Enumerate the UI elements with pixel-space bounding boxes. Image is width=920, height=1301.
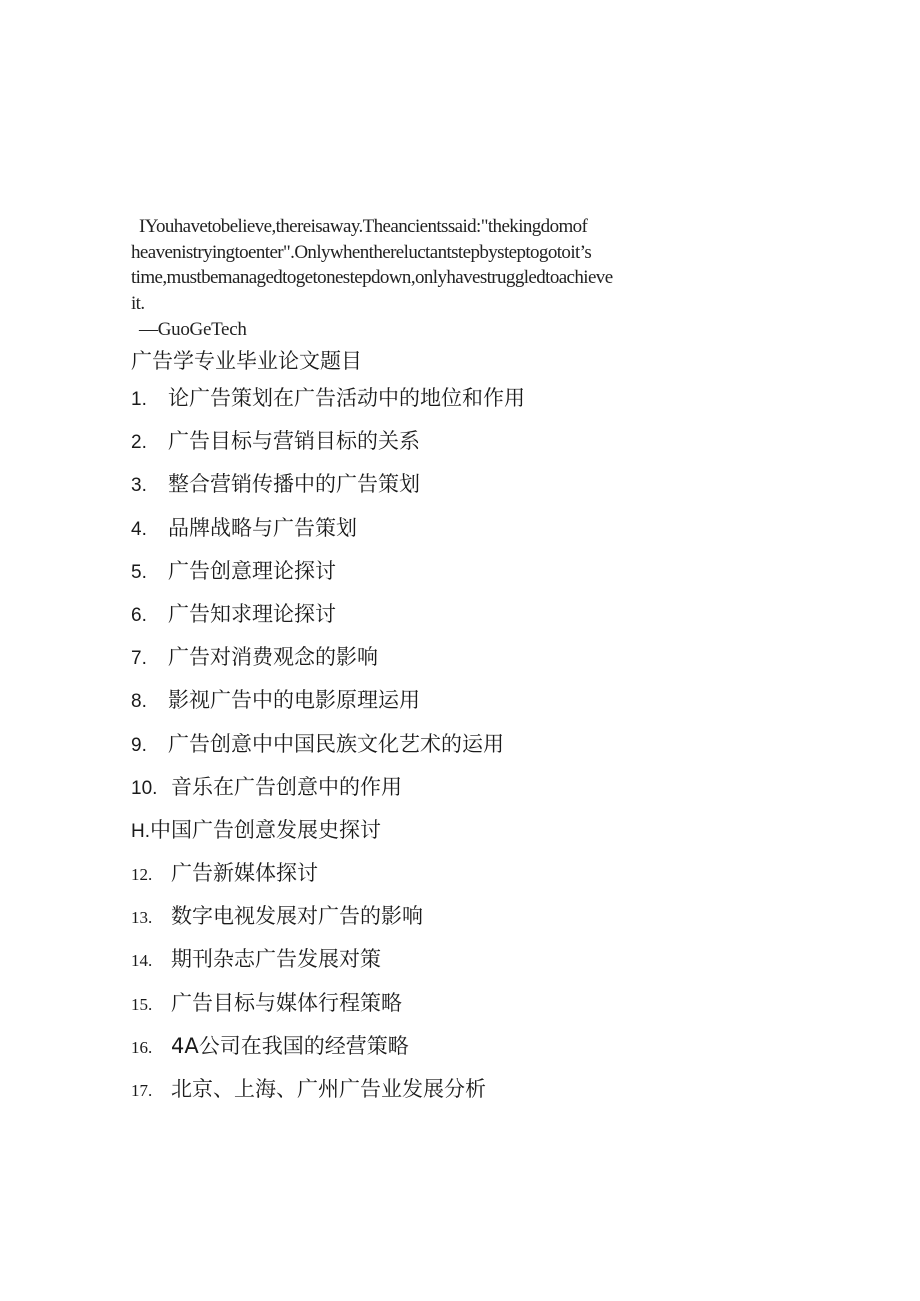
item-number: 12.	[131, 865, 153, 885]
list-item	[131, 384, 525, 427]
item-number: 9.	[131, 734, 147, 756]
list-item	[131, 557, 525, 600]
item-text: 广告创意中中国民族文化艺术的运用	[168, 731, 504, 756]
item-text: 广告新媒体探讨	[171, 861, 318, 886]
item-number: 10.	[131, 777, 158, 799]
item-number: 16.	[131, 1037, 153, 1057]
item-text: 影视广告中的电影原理运用	[168, 688, 420, 713]
item-text: 广告知求理论探讨	[168, 601, 336, 626]
list-item	[131, 1075, 525, 1118]
list-item	[131, 945, 525, 988]
item-text: 论广告策划在广告活动中的地位和作用	[168, 386, 525, 410]
item-text: 广告对消费观念的影响	[168, 645, 378, 670]
list-item	[131, 989, 525, 1032]
list-item	[131, 1032, 525, 1075]
list-item	[131, 816, 525, 859]
item-text: 广告目标与营销目标的关系	[168, 429, 420, 454]
quote-line: heavenistryingtoenter".Onlywhenthereluctantstepbysteptogotoit’s	[131, 241, 592, 263]
item-text: 整合营销传播中的广告策划	[168, 472, 420, 497]
item-number: 14.	[131, 951, 153, 971]
item-number: 1.	[131, 389, 147, 410]
item-number: 4.	[131, 518, 147, 540]
item-text: 北京、上海、广州广告业发展分析	[171, 1077, 486, 1101]
list-item	[131, 514, 525, 557]
item-number: 7.	[131, 648, 147, 670]
item-number: 2.	[131, 432, 147, 454]
item-number: 13.	[131, 908, 153, 928]
item-number: H.	[131, 820, 150, 842]
page-title: 广告学专业毕业论文题目	[131, 349, 362, 373]
quote-line: time,mustbemanagedtogetonestepdown,onlyhavestruggledtoachieve	[131, 267, 613, 288]
item-number: 15.	[131, 994, 153, 1014]
list-item	[131, 427, 525, 470]
list-item	[131, 470, 525, 513]
list-item	[131, 730, 525, 773]
list-item	[131, 600, 525, 643]
motivational-quote	[131, 214, 731, 316]
list-item	[131, 773, 525, 816]
item-text: 广告目标与媒体行程策略	[171, 990, 402, 1015]
item-text: 期刊杂志广告发展对策	[171, 947, 381, 972]
quote-author: —GuoGeTech	[139, 319, 247, 340]
item-number: 3.	[131, 475, 147, 497]
item-number: 6.	[131, 604, 147, 626]
item-text: 中国广告创意发展史探讨	[150, 817, 381, 842]
item-text: 广告创意理论探讨	[168, 558, 336, 583]
quote-line: IYouhavetobelieve,thereisaway.Theancientssaid:"thekingdomof	[139, 216, 588, 237]
list-item	[131, 643, 525, 686]
item-text: 4A公司在我国的经营策略	[171, 1033, 409, 1058]
item-text: 音乐在广告创意中的作用	[171, 774, 402, 799]
list-item	[131, 686, 525, 729]
item-number: 8.	[131, 691, 147, 713]
item-text: 品牌战略与广告策划	[168, 515, 357, 540]
item-number: 5.	[131, 561, 147, 583]
quote-line: it.	[131, 292, 145, 314]
item-number: 17.	[131, 1081, 153, 1100]
list-item	[131, 902, 525, 945]
list-item	[131, 859, 525, 902]
topic-list	[131, 384, 525, 1118]
item-text: 数字电视发展对广告的影响	[171, 904, 423, 929]
